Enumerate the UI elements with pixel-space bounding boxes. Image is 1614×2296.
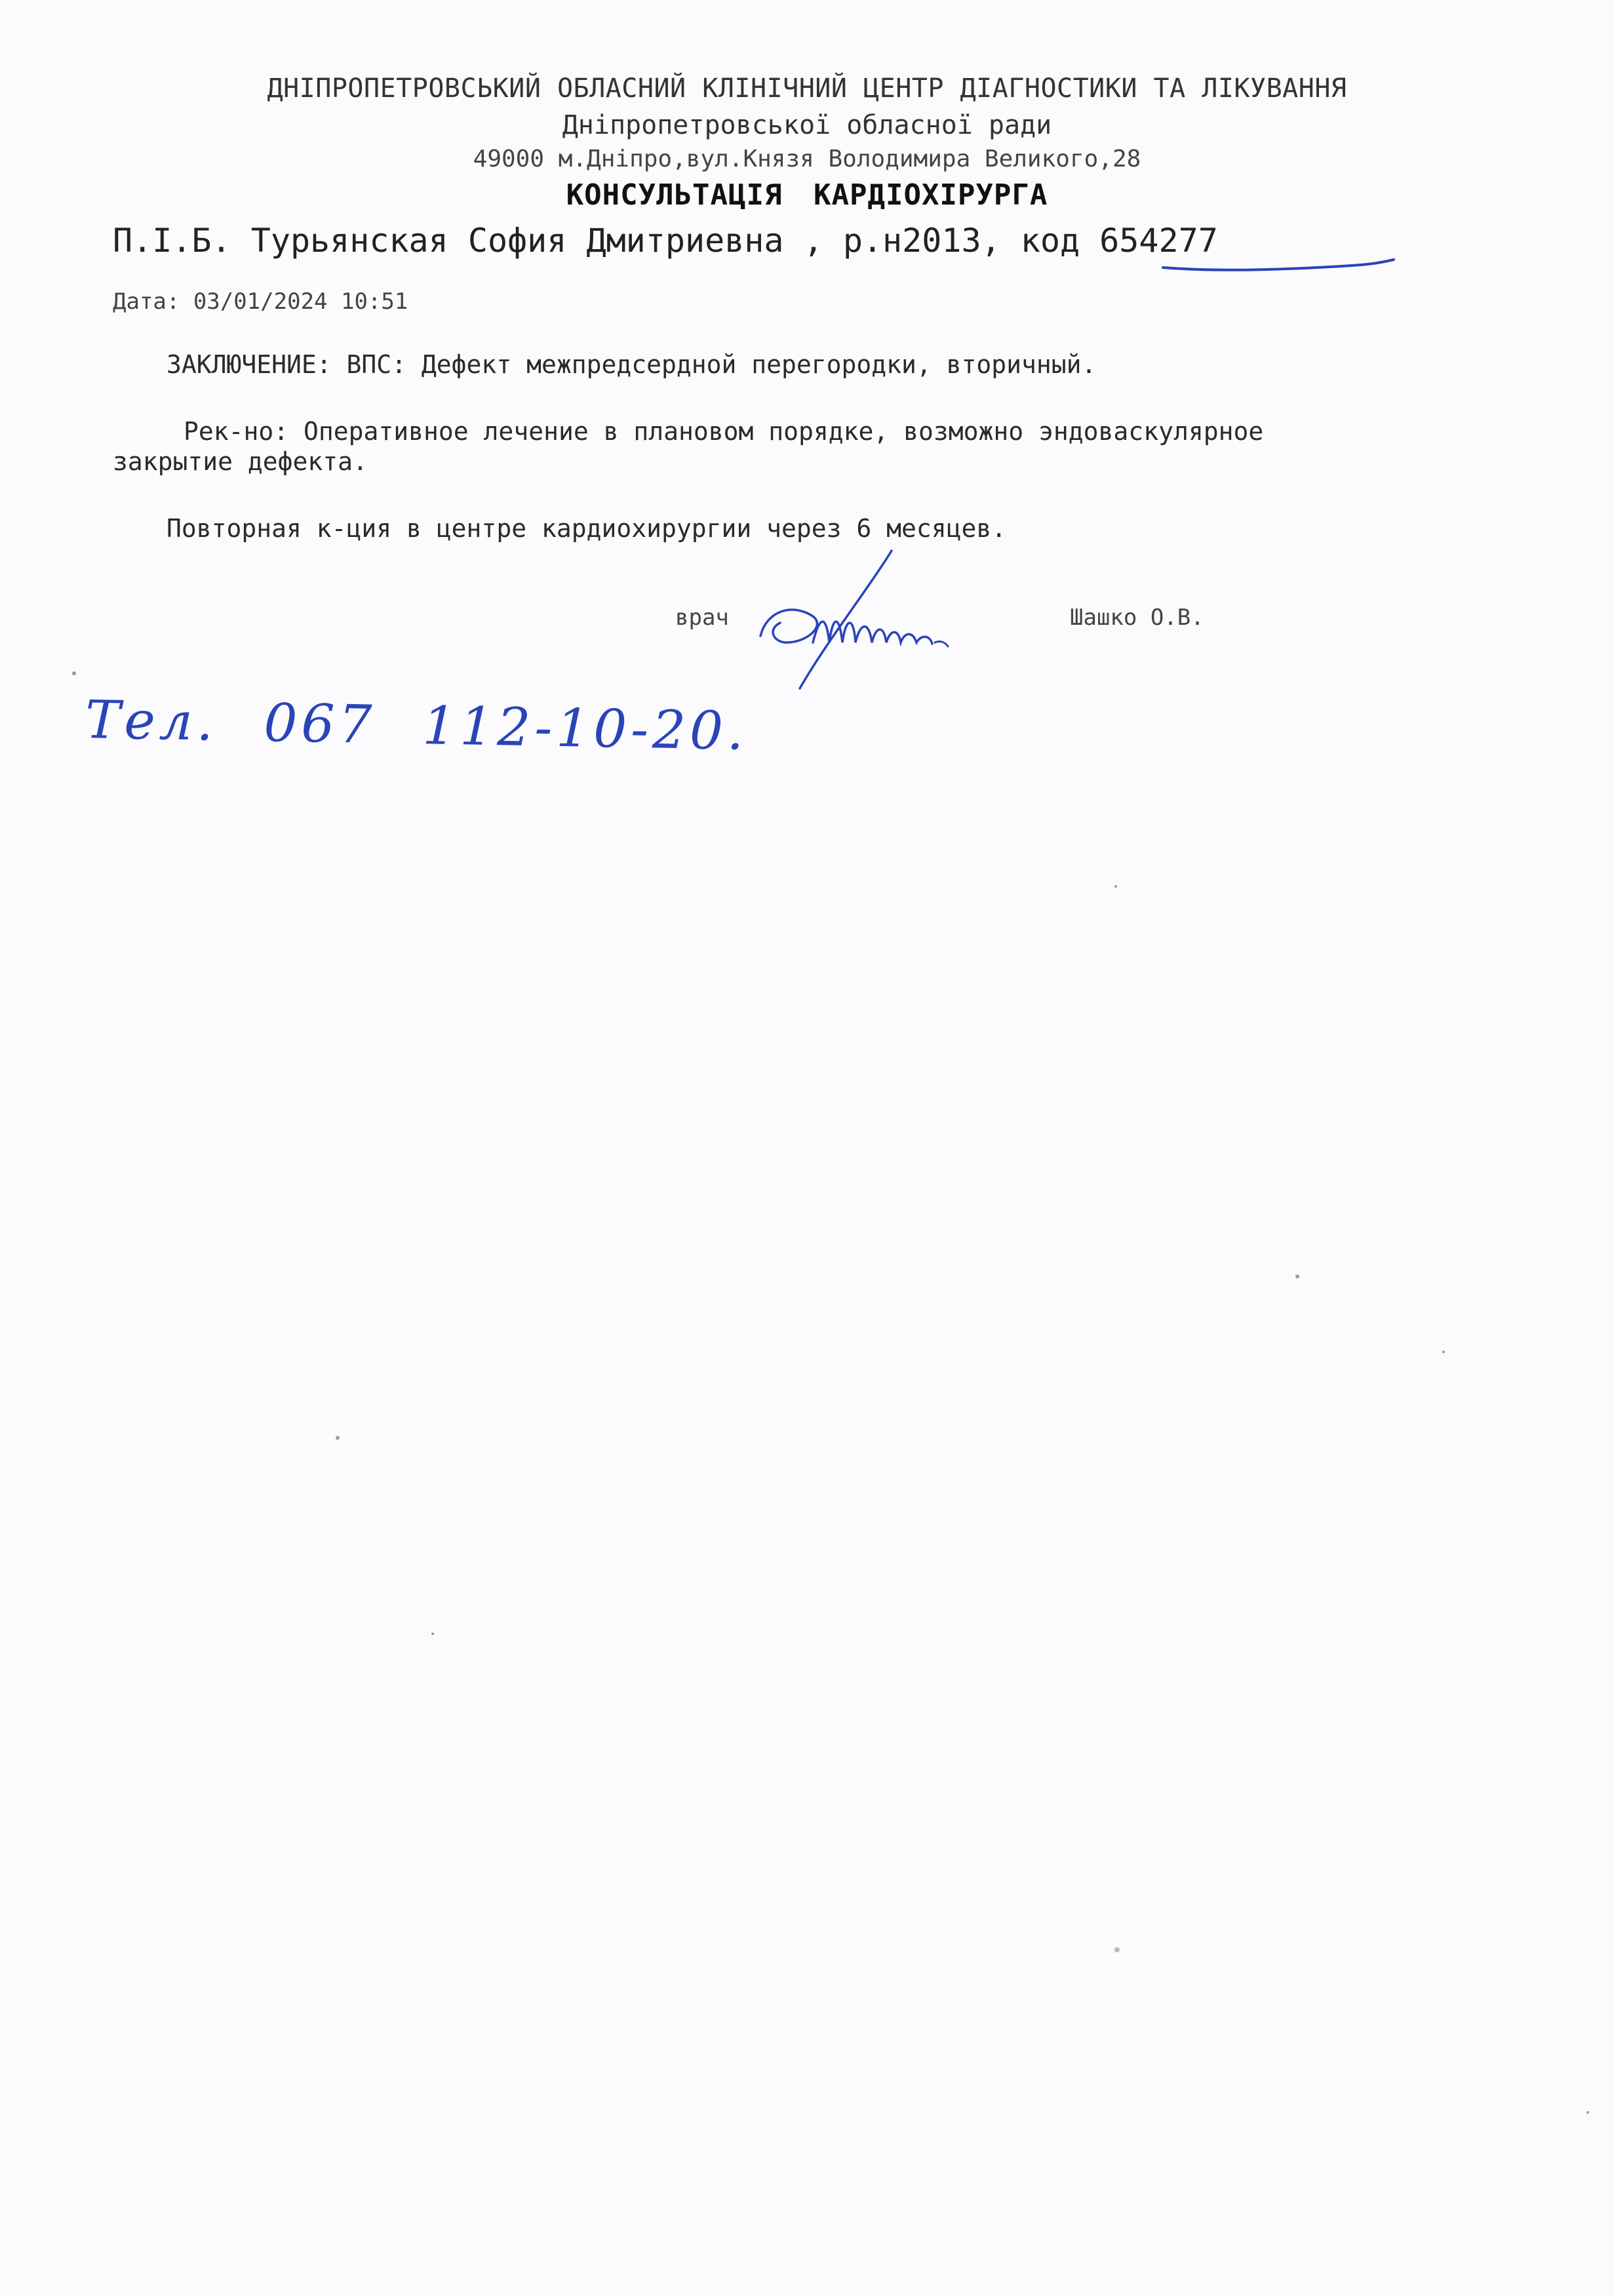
conclusion-text: ЗАКЛЮЧЕНИЕ: ВПС: Дефект межпредсердной перегородки, вторичный. (167, 350, 1097, 379)
consultation-date: Дата: 03/01/2024 10:51 (113, 288, 408, 315)
organization-name: ДНІПРОПЕТРОВСЬКИЙ ОБЛАСНИЙ КЛІНІЧНИЙ ЦЕНТР ДІАГНОСТИКИ ТА ЛІКУВАННЯ (267, 73, 1347, 104)
patient-birth: , р.н2013, (803, 222, 1001, 260)
scan-speck (1442, 1351, 1445, 1353)
recommendation-line-2: закрытие дефекта. (113, 447, 368, 476)
scan-speck (336, 1436, 340, 1440)
recommendation-line-1: Рек-но: Оперативное лечение в плановом порядке, возможно эндоваскулярное (184, 417, 1264, 446)
scan-speck (431, 1633, 434, 1635)
repeat-consultation-text: Повторная к-ция в центре кардиохирургии через 6 месяцев. (167, 514, 1007, 543)
organization-address: 49000 м.Дніпро,вул.Князя Володимира Великого,28 (473, 146, 1141, 172)
scan-speck (1114, 1947, 1120, 1952)
handwritten-phone-note: Тел. 067 112-10-20. (85, 689, 749, 762)
code-underline-mark (1160, 256, 1396, 275)
doctor-label: врач (675, 604, 729, 631)
scan-speck (1114, 885, 1117, 888)
document-title: КОНСУЛЬТАЦІЯ КАРДІОХІРУРГА (566, 178, 1048, 212)
patient-prefix: П.І.Б. (113, 222, 231, 260)
council-name: Дніпропетровської обласної ради (562, 110, 1052, 140)
doctor-name: Шашко О.В. (1070, 604, 1204, 631)
scan-speck (72, 671, 76, 675)
scan-speck (1295, 1275, 1299, 1278)
patient-name: Турьянская София Дмитриевна (250, 222, 784, 260)
patient-line (113, 222, 1218, 260)
doctor-signature-mark (741, 544, 1003, 702)
patient-code: код 654277 (1020, 222, 1218, 260)
scan-speck (1586, 2111, 1589, 2114)
